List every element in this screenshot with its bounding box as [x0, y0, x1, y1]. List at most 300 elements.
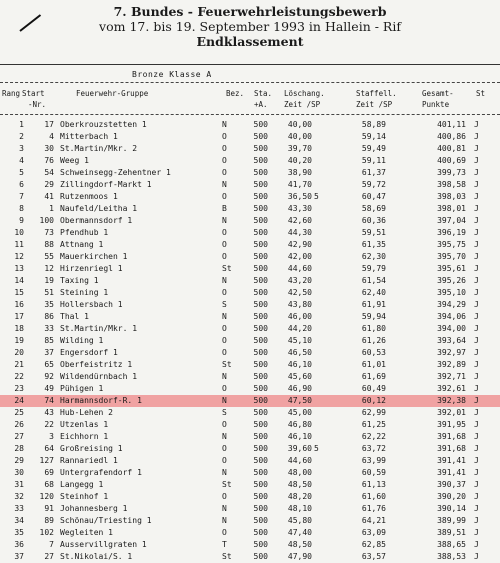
status-cell: J: [474, 372, 479, 381]
total-points-cell: 388,65: [437, 540, 466, 549]
total-points-cell: 396,19: [437, 228, 466, 237]
rank-cell: 6: [19, 180, 24, 189]
district-cell: T: [222, 540, 227, 549]
table-row: [0, 467, 500, 479]
table-row: [0, 431, 500, 443]
extinguish-time-cell: 48,50: [287, 480, 312, 489]
sta-cell: 500: [253, 504, 268, 513]
col-header-staffell: Staffell. Zeit /SP: [356, 89, 397, 109]
sta-cell: 500: [253, 276, 268, 285]
class-heading: Bronze Klasse A: [132, 70, 212, 79]
total-points-cell: 398,01: [437, 204, 466, 213]
start-number-cell: 54: [44, 168, 54, 177]
total-points-cell: 401,11: [437, 120, 466, 129]
status-cell: J: [474, 324, 479, 333]
col-header-gesamt: Gesamt- Punkte: [422, 89, 454, 109]
col-header-gruppe: Feuerwehr-Gruppe: [76, 89, 149, 98]
group-name-cell: Hirzenriegl 1: [60, 264, 123, 273]
group-name-cell: Wilding 1: [60, 336, 104, 345]
extinguish-time-cell: 42,90: [287, 240, 312, 249]
relay-time-cell: 61,25: [361, 420, 386, 429]
extinguish-time-cell: 47,40: [287, 528, 312, 537]
total-points-cell: 391,68: [437, 432, 466, 441]
group-name-cell: Schweinsegg-Zehentner 1: [60, 168, 171, 177]
total-points-cell: 395,75: [437, 240, 466, 249]
status-cell: J: [474, 276, 479, 285]
total-points-cell: 390,20: [437, 492, 466, 501]
table-row: [0, 503, 500, 515]
table-row: [0, 407, 500, 419]
sta-cell: 500: [253, 180, 268, 189]
table-row: [0, 239, 500, 251]
district-cell: O: [222, 192, 227, 201]
start-number-cell: 1: [49, 204, 54, 213]
start-number-cell: 51: [44, 288, 54, 297]
extinguish-time-cell: 43,20: [287, 276, 312, 285]
status-cell: J: [474, 204, 479, 213]
status-cell: J: [474, 552, 479, 561]
status-cell: J: [474, 312, 479, 321]
group-name-cell: St.Martin/Mkr. 1: [60, 324, 138, 333]
extinguish-time-cell: 38,90: [287, 168, 312, 177]
sta-cell: 500: [253, 252, 268, 261]
district-cell: O: [222, 528, 227, 537]
group-name-cell: Hollersbach 1: [60, 300, 123, 309]
relay-time-cell: 62,22: [361, 432, 386, 441]
status-cell: J: [474, 180, 479, 189]
extinguish-time-cell: 40,00: [287, 132, 312, 141]
sta-cell: 500: [253, 120, 268, 129]
start-number-cell: 88: [44, 240, 54, 249]
start-number-cell: 86: [44, 312, 54, 321]
status-cell: J: [474, 192, 479, 201]
start-number-cell: 37: [44, 348, 54, 357]
table-row: [0, 551, 500, 563]
group-name-cell: Obermannsdorf 1: [60, 216, 133, 225]
start-number-cell: 27: [44, 552, 54, 561]
district-cell: O: [222, 444, 227, 453]
group-name-cell: Pfendhub 1: [60, 228, 109, 237]
start-number-cell: 68: [44, 480, 54, 489]
group-name-cell: Taxing 1: [60, 276, 99, 285]
rank-cell: 24: [14, 396, 24, 405]
status-cell: J: [474, 516, 479, 525]
status-cell: J: [474, 264, 479, 273]
extinguish-time-cell: 45,10: [287, 336, 312, 345]
relay-time-cell: 63,09: [361, 528, 386, 537]
status-cell: J: [474, 252, 479, 261]
start-number-cell: 22: [44, 420, 54, 429]
sta-cell: 500: [253, 204, 268, 213]
total-points-cell: 391,41: [437, 468, 466, 477]
relay-time-cell: 59,51: [361, 228, 386, 237]
table-row: [0, 347, 500, 359]
table-row: [0, 335, 500, 347]
status-cell: J: [474, 432, 479, 441]
start-number-cell: 4: [49, 132, 54, 141]
document-title: 7. Bundes - Feuerwehrleistungsbewerb: [113, 4, 387, 19]
sta-cell: 500: [253, 432, 268, 441]
total-points-cell: 391,68: [437, 444, 466, 453]
table-row: [0, 167, 500, 179]
start-number-cell: 91: [44, 504, 54, 513]
status-cell: J: [474, 120, 479, 129]
district-cell: N: [222, 312, 227, 321]
group-name-cell: Oberfeistritz 1: [60, 360, 133, 369]
table-row: [0, 155, 500, 167]
relay-time-cell: 61,13: [361, 480, 386, 489]
rank-cell: 8: [19, 204, 24, 213]
district-cell: N: [222, 276, 227, 285]
rank-cell: 7: [19, 192, 24, 201]
sta-cell: 500: [253, 156, 268, 165]
table-row: [0, 323, 500, 335]
relay-time-cell: 62,85: [361, 540, 386, 549]
table-row: [0, 419, 500, 431]
extinguish-time-cell: 45,00: [287, 408, 312, 417]
status-cell: J: [474, 408, 479, 417]
col-header-rang: Rang: [2, 89, 21, 98]
table-row: [0, 215, 500, 227]
total-points-cell: 392,97: [437, 348, 466, 357]
table-row: [0, 143, 500, 155]
table-row: [0, 515, 500, 527]
rank-cell: 13: [14, 264, 24, 273]
district-cell: N: [222, 504, 227, 513]
group-name-cell: Weeg 1: [60, 156, 89, 165]
status-cell: J: [474, 156, 479, 165]
col-header-bez: Bez.: [226, 89, 245, 98]
col-header-sta: Sta. +A.: [254, 89, 273, 109]
rank-cell: 21: [14, 360, 24, 369]
relay-time-cell: 61,76: [361, 504, 386, 513]
relay-time-cell: 61,26: [361, 336, 386, 345]
sta-cell: 500: [253, 216, 268, 225]
sta-cell: 500: [253, 480, 268, 489]
total-points-cell: 395,10: [437, 288, 466, 297]
status-cell: J: [474, 228, 479, 237]
rank-cell: 5: [19, 168, 24, 177]
total-points-cell: 392,71: [437, 372, 466, 381]
relay-time-cell: 58,89: [361, 120, 386, 129]
start-number-cell: 74: [44, 396, 54, 405]
district-cell: B: [222, 204, 227, 213]
total-points-cell: 392,89: [437, 360, 466, 369]
rank-cell: 3: [19, 144, 24, 153]
start-number-cell: 127: [39, 456, 54, 465]
start-number-cell: 85: [44, 336, 54, 345]
rank-cell: 23: [14, 384, 24, 393]
sta-cell: 500: [253, 288, 268, 297]
table-row: [0, 371, 500, 383]
top-rule: [0, 64, 500, 65]
extinguish-time-cell: 42,50: [287, 288, 312, 297]
extinguish-time-cell: 46,10: [287, 360, 312, 369]
class-rule: [0, 82, 500, 83]
status-cell: J: [474, 504, 479, 513]
start-number-cell: 17: [44, 120, 54, 129]
status-cell: J: [474, 480, 479, 489]
start-number-cell: 33: [44, 324, 54, 333]
table-row: [0, 359, 500, 371]
group-name-cell: Steining 1: [60, 288, 109, 297]
rank-cell: 4: [19, 156, 24, 165]
status-cell: J: [474, 144, 479, 153]
table-row: [0, 443, 500, 455]
district-cell: N: [222, 432, 227, 441]
rank-cell: 25: [14, 408, 24, 417]
extinguish-time-cell: 43,30: [287, 204, 312, 213]
start-number-cell: 43: [44, 408, 54, 417]
total-points-cell: 400,86: [437, 132, 466, 141]
start-number-cell: 19: [44, 276, 54, 285]
group-name-cell: Untergrafendorf 1: [60, 468, 142, 477]
district-cell: O: [222, 420, 227, 429]
relay-time-cell: 61,54: [361, 276, 386, 285]
relay-time-cell: 60,53: [361, 348, 386, 357]
total-points-cell: 398,58: [437, 180, 466, 189]
relay-time-cell: 59,79: [361, 264, 386, 273]
table-row: [0, 527, 500, 539]
relay-time-cell: 61,35: [361, 240, 386, 249]
relay-time-cell: 61,91: [361, 300, 386, 309]
sta-cell: 500: [253, 192, 268, 201]
group-name-cell: Eichhorn 1: [60, 432, 109, 441]
district-cell: St: [222, 552, 232, 561]
sta-cell: 500: [253, 468, 268, 477]
total-points-cell: 395,26: [437, 276, 466, 285]
start-number-cell: 49: [44, 384, 54, 393]
rank-cell: 22: [14, 372, 24, 381]
relay-time-cell: 59,94: [361, 312, 386, 321]
sta-cell: 500: [253, 372, 268, 381]
group-name-cell: Zillingdorf-Markt 1: [60, 180, 152, 189]
sta-cell: 500: [253, 540, 268, 549]
total-points-cell: 397,04: [437, 216, 466, 225]
col-header-loeschang: Löschang. Zeit /SP: [284, 89, 325, 109]
status-cell: J: [474, 540, 479, 549]
sta-cell: 500: [253, 240, 268, 249]
rank-cell: 18: [14, 324, 24, 333]
district-cell: N: [222, 180, 227, 189]
sta-cell: 500: [253, 168, 268, 177]
district-cell: O: [222, 384, 227, 393]
relay-time-cell: 64,21: [361, 516, 386, 525]
extinguish-time-cell: 41,70: [287, 180, 312, 189]
sta-cell: 500: [253, 396, 268, 405]
group-name-cell: Harmannsdorf-R. 1: [60, 396, 142, 405]
sta-cell: 500: [253, 420, 268, 429]
status-cell: J: [474, 396, 479, 405]
district-cell: O: [222, 240, 227, 249]
district-cell: O: [222, 456, 227, 465]
relay-time-cell: 60,49: [361, 384, 386, 393]
rank-cell: 32: [14, 492, 24, 501]
rank-cell: 9: [19, 216, 24, 225]
status-cell: J: [474, 288, 479, 297]
district-cell: O: [222, 336, 227, 345]
table-row: [0, 539, 500, 551]
total-points-cell: 390,37: [437, 480, 466, 489]
rank-cell: 12: [14, 252, 24, 261]
extinguish-penalty-cell: 5: [314, 192, 319, 201]
rank-cell: 36: [14, 540, 24, 549]
extinguish-time-cell: 44,60: [287, 264, 312, 273]
start-number-cell: 41: [44, 192, 54, 201]
district-cell: N: [222, 468, 227, 477]
relay-time-cell: 63,99: [361, 456, 386, 465]
extinguish-time-cell: 46,90: [287, 384, 312, 393]
district-cell: N: [222, 396, 227, 405]
start-number-cell: 64: [44, 444, 54, 453]
district-cell: S: [222, 300, 227, 309]
status-cell: J: [474, 132, 479, 141]
extinguish-time-cell: 42,00: [287, 252, 312, 261]
total-points-cell: 389,99: [437, 516, 466, 525]
district-cell: O: [222, 288, 227, 297]
sta-cell: 500: [253, 264, 268, 273]
district-cell: N: [222, 516, 227, 525]
group-name-cell: Wegleiten 1: [60, 528, 113, 537]
start-number-cell: 120: [39, 492, 54, 501]
district-cell: N: [222, 372, 227, 381]
extinguish-time-cell: 42,60: [287, 216, 312, 225]
total-points-cell: 391,95: [437, 420, 466, 429]
group-name-cell: Wildendürnbach 1: [60, 372, 138, 381]
start-number-cell: 3: [49, 432, 54, 441]
status-cell: J: [474, 300, 479, 309]
rank-cell: 31: [14, 480, 24, 489]
table-row: [0, 227, 500, 239]
rank-cell: 28: [14, 444, 24, 453]
sta-cell: 500: [253, 444, 268, 453]
group-name-cell: Rannariedl 1: [60, 456, 118, 465]
district-cell: O: [222, 348, 227, 357]
extinguish-time-cell: 43,80: [287, 300, 312, 309]
status-cell: J: [474, 492, 479, 501]
total-points-cell: 392,01: [437, 408, 466, 417]
total-points-cell: 394,00: [437, 324, 466, 333]
table-row: [0, 251, 500, 263]
extinguish-time-cell: 48,50: [287, 540, 312, 549]
extinguish-time-cell: 47,50: [287, 396, 312, 405]
relay-time-cell: 59,49: [361, 144, 386, 153]
group-name-cell: Großreising 1: [60, 444, 123, 453]
sta-cell: 500: [253, 408, 268, 417]
status-cell: J: [474, 348, 479, 357]
district-cell: St: [222, 480, 232, 489]
extinguish-time-cell: 44,60: [287, 456, 312, 465]
group-name-cell: Langegg 1: [60, 480, 104, 489]
rank-cell: 15: [14, 288, 24, 297]
rank-cell: 29: [14, 456, 24, 465]
status-cell: J: [474, 216, 479, 225]
group-name-cell: Rutzenmoos 1: [60, 192, 118, 201]
start-number-cell: 92: [44, 372, 54, 381]
sta-cell: 500: [253, 360, 268, 369]
sta-cell: 500: [253, 300, 268, 309]
relay-time-cell: 60,36: [361, 216, 386, 225]
group-name-cell: Mitterbach 1: [60, 132, 118, 141]
total-points-cell: 389,51: [437, 528, 466, 537]
extinguish-time-cell: 36,50: [287, 192, 312, 201]
document-subtitle: vom 17. bis 19. September 1993 in Hallein - Rif: [99, 19, 401, 34]
sta-cell: 500: [253, 132, 268, 141]
district-cell: N: [222, 120, 227, 129]
district-cell: N: [222, 216, 227, 225]
table-row: [0, 395, 500, 407]
extinguish-time-cell: 46,80: [287, 420, 312, 429]
relay-time-cell: 63,72: [361, 444, 386, 453]
extinguish-time-cell: 45,80: [287, 516, 312, 525]
start-number-cell: 35: [44, 300, 54, 309]
district-cell: O: [222, 132, 227, 141]
extinguish-time-cell: 45,60: [287, 372, 312, 381]
group-name-cell: Ausservillgraten 1: [60, 540, 147, 549]
sta-cell: 500: [253, 492, 268, 501]
relay-time-cell: 63,57: [361, 552, 386, 561]
table-row: [0, 299, 500, 311]
relay-time-cell: 61,80: [361, 324, 386, 333]
group-name-cell: Hub-Lehen 2: [60, 408, 113, 417]
table-row: [0, 455, 500, 467]
extinguish-time-cell: 39,70: [287, 144, 312, 153]
extinguish-time-cell: 40,20: [287, 156, 312, 165]
group-name-cell: Naufeld/Leitha 1: [60, 204, 138, 213]
group-name-cell: Utzenlas 1: [60, 420, 109, 429]
group-name-cell: Steinhof 1: [60, 492, 109, 501]
total-points-cell: 395,61: [437, 264, 466, 273]
table-row: [0, 131, 500, 143]
total-points-cell: 391,41: [437, 456, 466, 465]
rank-cell: 14: [14, 276, 24, 285]
relay-time-cell: 59,14: [361, 132, 386, 141]
extinguish-time-cell: 47,90: [287, 552, 312, 561]
start-number-cell: 55: [44, 252, 54, 261]
extinguish-time-cell: 44,20: [287, 324, 312, 333]
status-cell: J: [474, 528, 479, 537]
total-points-cell: 395,70: [437, 252, 466, 261]
group-name-cell: Johannesberg 1: [60, 504, 128, 513]
table-row: [0, 383, 500, 395]
total-points-cell: 400,81: [437, 144, 466, 153]
table-row: [0, 491, 500, 503]
sta-cell: 500: [253, 384, 268, 393]
total-points-cell: 393,64: [437, 336, 466, 345]
extinguish-time-cell: 46,50: [287, 348, 312, 357]
sta-cell: 500: [253, 312, 268, 321]
rank-cell: 33: [14, 504, 24, 513]
total-points-cell: 392,61: [437, 384, 466, 393]
rank-cell: 20: [14, 348, 24, 357]
extinguish-time-cell: 39,60: [287, 444, 312, 453]
rank-cell: 34: [14, 516, 24, 525]
district-cell: O: [222, 228, 227, 237]
col-header-st: St: [476, 89, 486, 98]
start-number-cell: 100: [39, 216, 54, 225]
start-number-cell: 29: [44, 180, 54, 189]
header-rule: [0, 114, 500, 115]
rank-cell: 37: [14, 552, 24, 561]
district-cell: O: [222, 144, 227, 153]
rank-cell: 10: [14, 228, 24, 237]
rank-cell: 11: [14, 240, 24, 249]
start-number-cell: 73: [44, 228, 54, 237]
relay-time-cell: 61,01: [361, 360, 386, 369]
relay-time-cell: 61,69: [361, 372, 386, 381]
sta-cell: 500: [253, 552, 268, 561]
relay-time-cell: 60,59: [361, 468, 386, 477]
